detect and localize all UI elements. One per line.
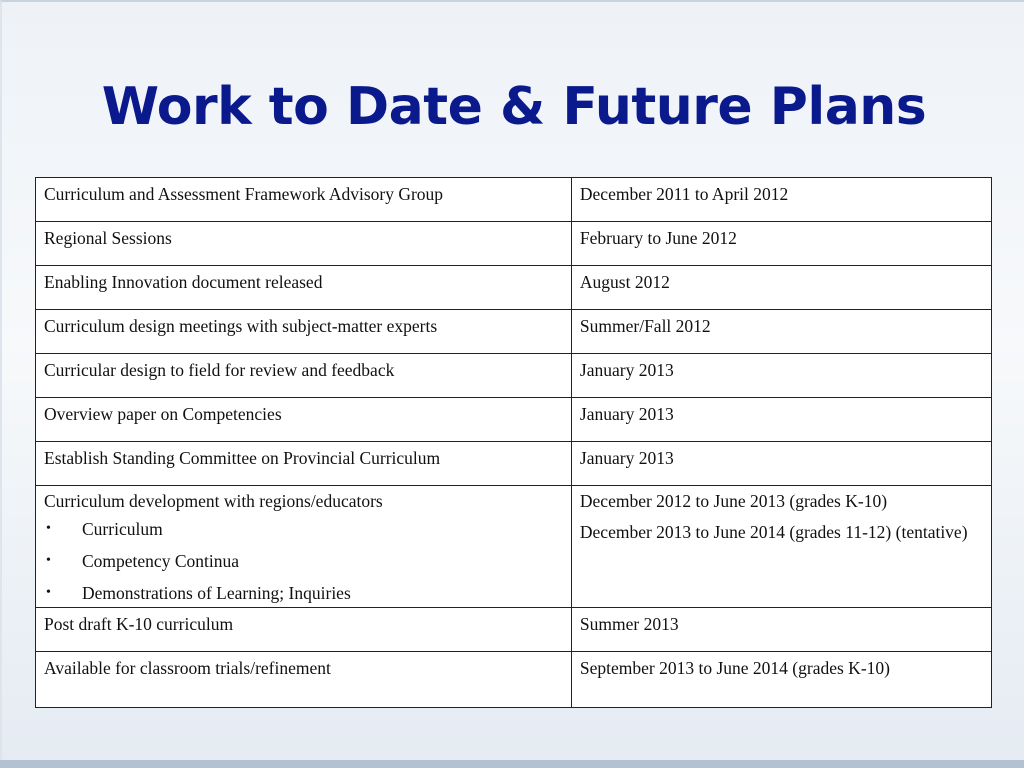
bullet-text: Demonstrations of Learning; Inquiries bbox=[82, 583, 351, 603]
task-cell: Curriculum and Assessment Framework Advisory Group bbox=[36, 178, 572, 222]
date-cell: August 2012 bbox=[571, 266, 991, 310]
task-cell: Curriculum design meetings with subject-matter experts bbox=[36, 310, 572, 354]
bullet-icon: • bbox=[46, 553, 51, 568]
bullet-item bbox=[44, 582, 563, 604]
bullet-item bbox=[44, 550, 563, 572]
bullet-icon: • bbox=[46, 585, 51, 600]
task-cell: Post draft K-10 curriculum bbox=[36, 608, 572, 652]
date-cell: Summer/Fall 2012 bbox=[571, 310, 991, 354]
table-row bbox=[36, 178, 992, 222]
table-row bbox=[36, 442, 992, 486]
task-cell bbox=[36, 486, 572, 608]
date-cell: December 2011 to April 2012 bbox=[571, 178, 991, 222]
plans-table bbox=[35, 177, 992, 708]
task-cell: Available for classroom trials/refinement bbox=[36, 652, 572, 708]
bullet-text: Curriculum bbox=[82, 519, 163, 539]
slide-title: Work to Date & Future Plans bbox=[101, 77, 927, 137]
table-row bbox=[36, 652, 992, 708]
task-cell: Enabling Innovation document released bbox=[36, 266, 572, 310]
bullet-icon: • bbox=[46, 521, 51, 536]
date-cell bbox=[571, 486, 991, 608]
table-row bbox=[36, 486, 992, 608]
task-cell: Curricular design to field for review and feedback bbox=[36, 354, 572, 398]
date-cell: February to June 2012 bbox=[571, 222, 991, 266]
task-cell: Overview paper on Competencies bbox=[36, 398, 572, 442]
bullet-item bbox=[44, 518, 563, 540]
date-text: December 2013 to June 2014 (grades 11-12) (tentative) bbox=[579, 522, 968, 542]
table-row bbox=[36, 354, 992, 398]
date-cell: Summer 2013 bbox=[571, 608, 991, 652]
bullet-text: Competency Continua bbox=[82, 551, 239, 571]
task-cell: Establish Standing Committee on Provincial Curriculum bbox=[36, 442, 572, 486]
bullet-list bbox=[44, 518, 563, 604]
table-row bbox=[36, 398, 992, 442]
date-cell: January 2013 bbox=[571, 442, 991, 486]
table-row bbox=[36, 266, 992, 310]
date-text: December 2012 to June 2013 (grades K-10) bbox=[579, 491, 888, 511]
table-row bbox=[36, 222, 992, 266]
date-cell: September 2013 to June 2014 (grades K-10) bbox=[571, 652, 991, 708]
date-cell: January 2013 bbox=[571, 398, 991, 442]
task-cell: Regional Sessions bbox=[36, 222, 572, 266]
table-row bbox=[36, 608, 992, 652]
bottom-bar bbox=[0, 760, 1024, 768]
date-cell: January 2013 bbox=[571, 354, 991, 398]
task-text: Curriculum development with regions/educators bbox=[44, 491, 383, 511]
table-row bbox=[36, 310, 992, 354]
